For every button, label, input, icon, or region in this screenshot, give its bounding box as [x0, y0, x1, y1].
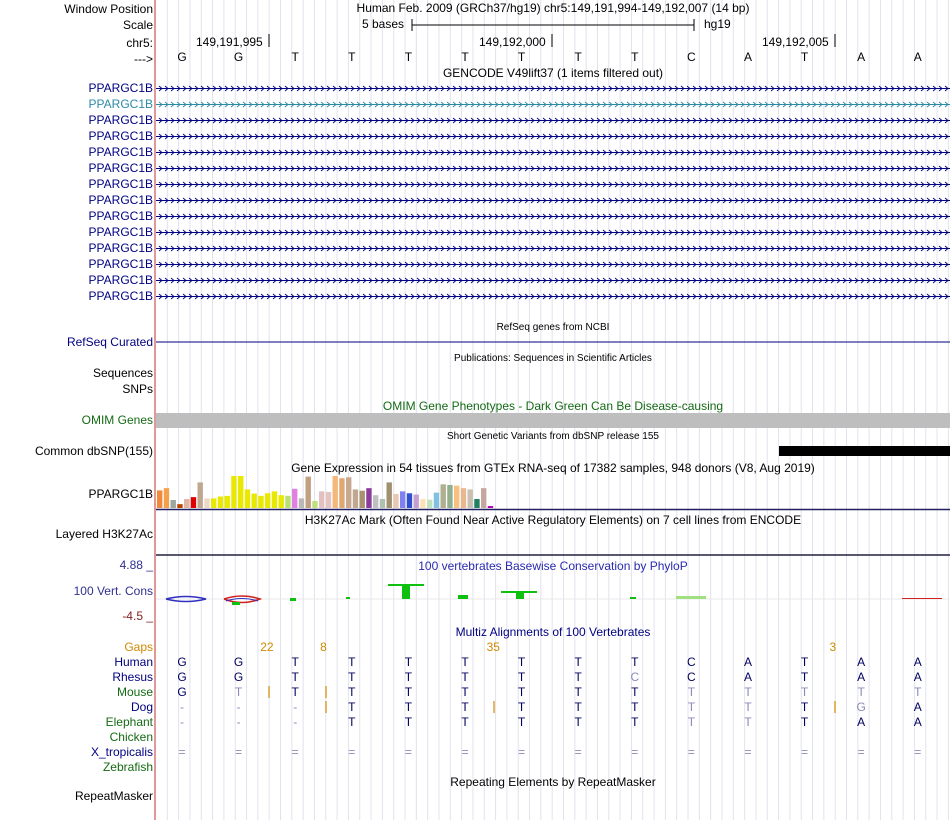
snps-label[interactable]: SNPs	[122, 382, 153, 396]
alignment-base: T	[914, 685, 922, 699]
alignment-base: T	[461, 655, 469, 669]
gencode-gene-label[interactable]: PPARGC1B	[88, 177, 153, 191]
species-label[interactable]: Mouse	[116, 685, 153, 699]
alignment-base: T	[574, 655, 582, 669]
sequence-base: G	[177, 50, 187, 64]
phylop-min-label: -4.5 _	[122, 609, 153, 623]
alignment-base: G	[856, 700, 866, 714]
chrom-label: chr5:	[126, 36, 153, 50]
gaps-label: Gaps	[124, 640, 153, 654]
alignment-base: =	[687, 745, 695, 759]
alignment-base: T	[800, 715, 809, 729]
h3k27ac-track-title[interactable]: H3K27Ac Mark (Often Found Near Active Regulatory Elements) on 7 cell lines from ENCODE	[304, 513, 802, 527]
alignment-base: G	[233, 655, 244, 669]
alignment-base: A	[743, 655, 752, 669]
alignment-base: =	[801, 745, 809, 759]
alignment-base: -	[180, 700, 184, 714]
refseq-track-title[interactable]: RefSeq genes from NCBI	[496, 322, 610, 333]
alignment-base: T	[687, 685, 696, 699]
alignment-base: T	[461, 670, 469, 684]
sequences-label[interactable]: Sequences	[92, 366, 153, 380]
alignment-base: C	[687, 655, 696, 669]
alignment-base: =	[235, 745, 243, 759]
alignment-base: =	[404, 745, 412, 759]
gencode-gene-label[interactable]: PPARGC1B	[88, 193, 153, 207]
alignment-base: T	[800, 655, 809, 669]
sequence-base: T	[631, 50, 639, 64]
species-label[interactable]: Chicken	[109, 730, 153, 744]
dbsnp-label[interactable]: Common dbSNP(155)	[34, 444, 153, 458]
alignment-base: C	[630, 670, 640, 684]
alignment-base: A	[913, 655, 922, 669]
alignment-base: T	[404, 715, 413, 729]
sequence-base: C	[687, 50, 696, 64]
alignment-base: T	[574, 670, 582, 684]
sequence-base: A	[743, 50, 752, 64]
gap-count: 8	[320, 640, 327, 654]
alignment-base: T	[744, 685, 752, 699]
alignment-base: -	[236, 700, 241, 714]
species-label[interactable]: Human	[114, 655, 153, 669]
alignment-base: T	[234, 685, 243, 699]
gencode-gene-label[interactable]: PPARGC1B	[88, 209, 153, 223]
alignment-base: T	[348, 670, 356, 684]
window-position-label: Window Position	[64, 2, 153, 16]
omim-track-title[interactable]: OMIM Gene Phenotypes - Dark Green Can Be Disease-causing	[382, 399, 724, 413]
gencode-gene-label[interactable]: PPARGC1B	[88, 113, 153, 127]
gap-count: 22	[260, 640, 274, 654]
sequence-base: T	[461, 50, 469, 64]
alignment-base: -	[293, 715, 298, 729]
species-label[interactable]: Dog	[130, 700, 153, 714]
gencode-gene-label[interactable]: PPARGC1B	[88, 161, 153, 175]
gencode-gene-label[interactable]: PPARGC1B	[88, 81, 153, 95]
alignment-base: T	[461, 715, 469, 729]
sequence-base: T	[291, 50, 299, 64]
alignment-base: T	[404, 700, 413, 714]
h3k27ac-label[interactable]: Layered H3K27Ac	[55, 527, 153, 541]
sequence-base: T	[348, 50, 356, 64]
assembly-label: hg19	[704, 17, 731, 31]
publications-track-title[interactable]: Publications: Sequences in Scientific Articles	[454, 353, 652, 364]
alignment-base: T	[574, 685, 582, 699]
sequence-base: A	[913, 50, 922, 64]
alignment-base: T	[348, 655, 356, 669]
sequence-base: T	[404, 50, 413, 64]
alignment-base: T	[461, 700, 469, 714]
gtex-label[interactable]: PPARGC1B	[88, 487, 153, 501]
alignment-base: T	[517, 685, 526, 699]
scale-text: 5 bases	[362, 17, 405, 31]
alignment-base: T	[517, 715, 526, 729]
alignment-base: -	[236, 715, 241, 729]
alignment-base: A	[857, 715, 866, 729]
alignment-base: G	[177, 655, 187, 669]
gap-count: 35	[486, 640, 500, 654]
alignment-base: C	[687, 670, 696, 684]
refseq-label[interactable]: RefSeq Curated	[66, 335, 153, 349]
gencode-gene-label[interactable]: PPARGC1B	[88, 257, 153, 271]
alignment-base: T	[404, 670, 413, 684]
gap-count: 3	[829, 640, 837, 654]
dbsnp-track-title[interactable]: Short Genetic Variants from dbSNP release 155	[447, 431, 659, 442]
sequence-base: T	[800, 50, 809, 64]
gencode-gene-label[interactable]: PPARGC1B	[88, 289, 153, 303]
ruler-number: 149,192,000	[479, 35, 546, 49]
alignment-base: -	[293, 700, 298, 714]
alignment-base: T	[800, 670, 809, 684]
alignment-base: A	[743, 670, 752, 684]
alignment-base: T	[631, 655, 639, 669]
sequence-base: T	[574, 50, 582, 64]
alignment-base: =	[914, 745, 922, 759]
sequence-base: A	[857, 50, 866, 64]
alignment-base: T	[631, 700, 639, 714]
position-text: Human Feb. 2009 (GRCh37/hg19) chr5:149,191,994-149,192,007 (14 bp)	[356, 1, 750, 15]
alignment-base: =	[178, 745, 186, 759]
phylop-track-title[interactable]: 100 vertebrates Basewise Conservation by PhyloP	[418, 559, 688, 573]
gencode-gene-label[interactable]: PPARGC1B	[88, 273, 153, 287]
strand-arrow-label: --->	[134, 52, 153, 66]
alignment-base: T	[800, 700, 809, 714]
alignment-base: T	[517, 670, 526, 684]
alignment-base: G	[233, 670, 244, 684]
alignment-base: =	[574, 745, 582, 759]
alignment-base: T	[800, 685, 809, 699]
phylop-label[interactable]: 100 Vert. Cons	[73, 584, 153, 598]
alignment-base: T	[517, 700, 526, 714]
sequence-base: T	[517, 50, 526, 64]
gencode-track-title[interactable]: GENCODE V49lift37 (1 items filtered out)	[442, 66, 664, 80]
alignment-base: T	[744, 700, 752, 714]
alignment-base: T	[404, 655, 413, 669]
repeatmasker-track-title[interactable]: Repeating Elements by RepeatMasker	[450, 775, 656, 789]
repeatmasker-label[interactable]: RepeatMasker	[74, 789, 153, 803]
alignment-base: =	[461, 745, 469, 759]
gencode-gene-label[interactable]: PPARGC1B	[88, 241, 153, 255]
omim-label[interactable]: OMIM Genes	[81, 413, 153, 427]
alignment-base: T	[631, 685, 639, 699]
species-label[interactable]: Elephant	[105, 715, 153, 729]
alignment-base: T	[744, 715, 752, 729]
alignment-base: T	[348, 685, 356, 699]
alignment-base: T	[348, 700, 356, 714]
multiz-track-title[interactable]: Multiz Alignments of 100 Vertebrates	[455, 625, 651, 639]
alignment-base: T	[461, 685, 469, 699]
alignment-base: -	[180, 715, 184, 729]
alignment-base: T	[291, 670, 299, 684]
alignment-base: T	[291, 685, 299, 699]
sequence-base: G	[233, 50, 244, 64]
gencode-gene-label[interactable]: PPARGC1B	[88, 97, 153, 111]
alignment-base: =	[291, 745, 299, 759]
ruler-number: 149,192,005	[762, 35, 829, 49]
gencode-gene-label[interactable]: PPARGC1B	[88, 145, 153, 159]
alignment-base: G	[177, 670, 187, 684]
species-label[interactable]: X_tropicalis	[90, 745, 153, 759]
species-label[interactable]: Zebrafish	[102, 760, 153, 774]
alignment-base: T	[404, 685, 413, 699]
alignment-base: T	[687, 715, 696, 729]
species-label[interactable]: Rhesus	[112, 670, 153, 684]
alignment-base: T	[291, 655, 299, 669]
phylop-max-label: 4.88 _	[119, 558, 153, 572]
alignment-base: =	[744, 745, 752, 759]
alignment-base: T	[574, 715, 582, 729]
alignment-base: T	[631, 715, 639, 729]
alignment-base: G	[177, 685, 187, 699]
alignment-base: =	[518, 745, 526, 759]
alignment-base: T	[857, 685, 865, 699]
gtex-track-title[interactable]: Gene Expression in 54 tissues from GTEx RNA-seq of 17382 samples, 948 donors (V8, Aug 2019)	[291, 461, 815, 475]
alignment-base: A	[913, 700, 922, 714]
scale-label: Scale	[122, 18, 153, 32]
alignment-base: T	[687, 700, 696, 714]
alignment-base: A	[913, 670, 922, 684]
alignment-base: =	[348, 745, 356, 759]
ruler-number: 149,191,995	[196, 35, 263, 49]
alignment-base: A	[857, 655, 866, 669]
alignment-base: =	[631, 745, 639, 759]
alignment-base: T	[574, 700, 582, 714]
alignment-base: =	[857, 745, 865, 759]
gencode-gene-label[interactable]: PPARGC1B	[88, 225, 153, 239]
gencode-gene-label[interactable]: PPARGC1B	[88, 129, 153, 143]
alignment-base: T	[348, 715, 356, 729]
alignment-base: T	[517, 655, 526, 669]
alignment-base: A	[913, 715, 922, 729]
alignment-base: A	[857, 670, 866, 684]
